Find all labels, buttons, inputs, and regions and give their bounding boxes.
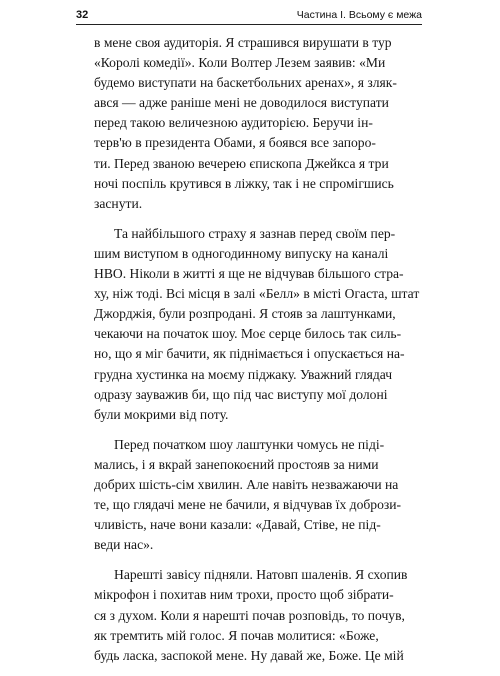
text-line: будемо виступати на баскетбольних аренах», я зляк- xyxy=(94,75,397,91)
text-line: Та найбільшого страху я зазнав перед своїм пер- xyxy=(114,225,396,241)
text-line: мались, і я вкрай занепокоєний простояв за ними xyxy=(94,456,379,472)
text-line: HBO. Ніколи в житті я ще не відчував більшого стра- xyxy=(94,266,404,282)
text-line: були мокрими від поту. xyxy=(94,406,229,422)
text-line: мікрофон і похитав ним трохи, просто щоб зібрати- xyxy=(94,587,394,603)
paragraph-2 xyxy=(94,224,420,425)
text-line: чекаючи на початок шоу. Моє серце билось так силь- xyxy=(94,326,402,342)
text-line: чливість, наче вони казали: «Давай, Стіве, не під- xyxy=(94,517,381,533)
text-line: будь ласка, заспокой мене. Ну давай же, Боже. Це мій xyxy=(94,647,404,663)
text-line: Перед початком шоу лаштунки чомусь не піді- xyxy=(114,436,385,452)
running-head: Частина І. Всьому є межа xyxy=(296,9,422,21)
text-line: ночі поспіль крутився в ліжку, так і не спромігшись xyxy=(94,175,394,191)
paragraph-4 xyxy=(94,565,416,665)
text-line: веди нас». xyxy=(94,537,154,553)
text-line: заснути. xyxy=(94,195,143,211)
text-line: грудна хустинка на моєму піджаку. Уважний глядач xyxy=(94,366,393,382)
text-line: ався — адже раніше мені не доводилося виступати xyxy=(94,95,389,111)
paragraph-3 xyxy=(94,435,416,556)
text-line: ся з духом. Коли я нарешті почав розповідь, то почув, xyxy=(94,607,405,623)
header-rule xyxy=(76,24,422,25)
text-line: ху, ніж тоді. Всі місця в залі «Белл» в місті Огаста, штат xyxy=(94,286,420,302)
page-number: 32 xyxy=(76,9,89,21)
text-line: те, що глядачі мене не бачили, я відчував їх добрози- xyxy=(94,497,402,513)
text-line: Джорджія, були розпродані. Я стояв за лаштунками, xyxy=(94,306,396,322)
text-line: терв'ю в президента Обами, я боявся все запоро- xyxy=(94,135,376,151)
text-line: в мене своя аудиторія. Я страшився вирушати в тур xyxy=(94,35,392,50)
text-line: но, що я міг бачити, як піднімається і опускається на- xyxy=(94,346,405,362)
text-line: одразу зауважив би, що під час виступу мої долоні xyxy=(94,386,388,402)
text-line: «Королі комедії». Коли Волтер Лезем заявив: «Ми xyxy=(94,55,386,71)
text-line: як тремтить мій голос. Я почав молитися: «Боже, xyxy=(94,627,379,643)
paragraph-1 xyxy=(94,33,416,214)
text-line: шим виступом в одногодинному випуску на каналі xyxy=(94,245,389,261)
body-text xyxy=(94,33,420,676)
text-line: Нарешті завісу підняли. Натовп шаленів. Я схопив xyxy=(114,567,408,583)
page-header xyxy=(76,6,422,24)
text-line: добрих шість-сім хвилин. Але навіть незважаючи на xyxy=(94,476,399,492)
text-line: ти. Перед званою вечерею єпископа Джейкса я три xyxy=(94,155,389,171)
text-line: перед такою величезною аудиторією. Беручи ін- xyxy=(94,115,373,131)
